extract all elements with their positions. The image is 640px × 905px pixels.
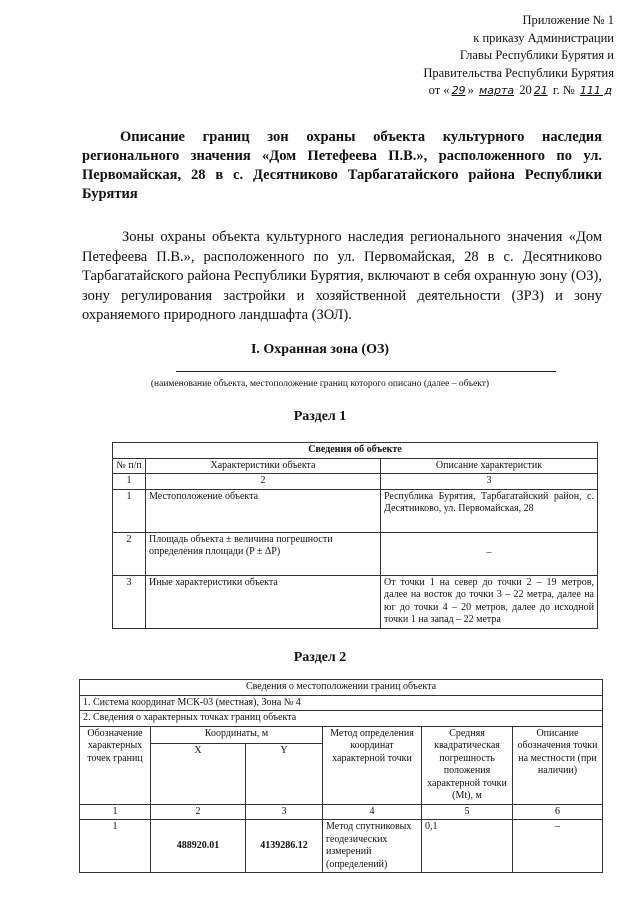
- table-row: 1 488920.01 4139286.12 Метод спутниковых геодезических измерений (определений) 0,1 –: [80, 820, 603, 873]
- intro-paragraph: Зоны охраны объекта культурного наследия регионального значения «Дом Петефеева П.В.», расположенного по ул. Первомайская, 28 в с. Десятниково Тарбагатайского района Республики Бурятия, включают в себя охранную зону (ОЗ), зону регулирования застройки и хозяйственной деятельности (ЗРЗ) и зону охраняемого природного ландшафта (ЗОЛ).: [82, 229, 602, 323]
- date-year: 21: [533, 84, 548, 97]
- table-row: 3 Иные характеристики объекта От точки 1 на север до точки 2 – 19 метров, далее на восток до точки 3 – 22 метра, далее на юг до точки 4 – 20 метров, далее до исходной точки 1 на запад – 22 метра: [113, 575, 598, 628]
- table1-idx-2: 2: [146, 474, 381, 490]
- part-2-title: Раздел 2: [293, 650, 347, 665]
- table1-caption: Сведения об объекте: [113, 443, 598, 459]
- header-line-3: Главы Республики Бурятия и: [459, 48, 614, 62]
- date-day: 29: [451, 84, 466, 97]
- table2-col-coords: Координаты, м: [151, 726, 323, 743]
- header-line-2: к приказу Администрации: [473, 30, 614, 45]
- header-line-4: Правительства Республики Бурятия: [423, 65, 614, 80]
- table1-idx-3: 3: [381, 474, 598, 490]
- points-header: 2. Сведения о характерных точках границ объекта: [80, 711, 603, 727]
- document-title: Описание границ зон охраны объекта культурного наследия регионального значения «Дом Петефеева П.В.», расположенного по ул. Первомайская, 28 в с. Десятниково Тарбагатайского района Республики Бурятия: [82, 129, 602, 202]
- header-date-line: от « 29 » марта 20 21 г. № 111 д: [428, 83, 612, 97]
- table1-idx-1: 1: [113, 474, 146, 490]
- table2-caption: Сведения о местоположении границ объекта: [80, 680, 603, 696]
- doc-number: 111 д: [579, 84, 612, 97]
- table2-col-y: Y: [246, 743, 323, 804]
- section-1-title: I. Охранная зона (ОЗ): [250, 342, 390, 357]
- table1-col-num: № п/п: [113, 458, 146, 474]
- object-info-table: [112, 442, 598, 629]
- table-row: 1 Местоположение объекта Республика Бурятия, Тарбагатайский район, с. Десятниково, ул. Первомайская, 28: [113, 489, 598, 532]
- table1-col-desc: Описание характеристик: [381, 458, 598, 474]
- table1-col-char: Характеристики объекта: [146, 458, 381, 474]
- table2-col-point: Обозначение характерных точек границ: [80, 726, 151, 804]
- part-1-title: Раздел 1: [293, 409, 347, 424]
- table-row: 2 Площадь объекта ± величина погрешности определения площади (P ± ΔP) –: [113, 532, 598, 575]
- coordinate-system: 1. Система координат МСК-03 (местная), Зона № 4: [80, 695, 603, 711]
- approval-header: [314, 12, 614, 100]
- table2-col-method: Метод определения координат характерной точки: [323, 726, 422, 804]
- table2-col-x: X: [151, 743, 246, 804]
- name-blank-line: [176, 371, 556, 372]
- object-name-caption: (наименование объекта, местоположение границ которого описано (далее – объект): [150, 379, 490, 389]
- header-line-1: Приложение № 1: [522, 13, 614, 27]
- table2-col-mt: Средняя квадратическая погрешность положения характерной точки (Mt), м: [422, 726, 513, 804]
- table2-col-desc: Описание обозначения точки на местности (при наличии): [513, 726, 603, 804]
- boundary-points-table: Сведения о местоположении границ объекта 1. Система координат МСК-03 (местная), Зона № 4 2. Сведения о характерных точках границ объекта Обозначение характерных точек границ Координаты, м Метод определения координат характерной точки Средняя квадратическая погрешность положения характерной точки (Mt), м Описание обозначения точки на местности (при наличии) X Y 1 2 3 4 5 6 1 488920.01 4139286.12 Метод спутниковых геодезических измерений (определений) 0,1 –: [79, 679, 603, 873]
- date-month: марта: [478, 84, 515, 97]
